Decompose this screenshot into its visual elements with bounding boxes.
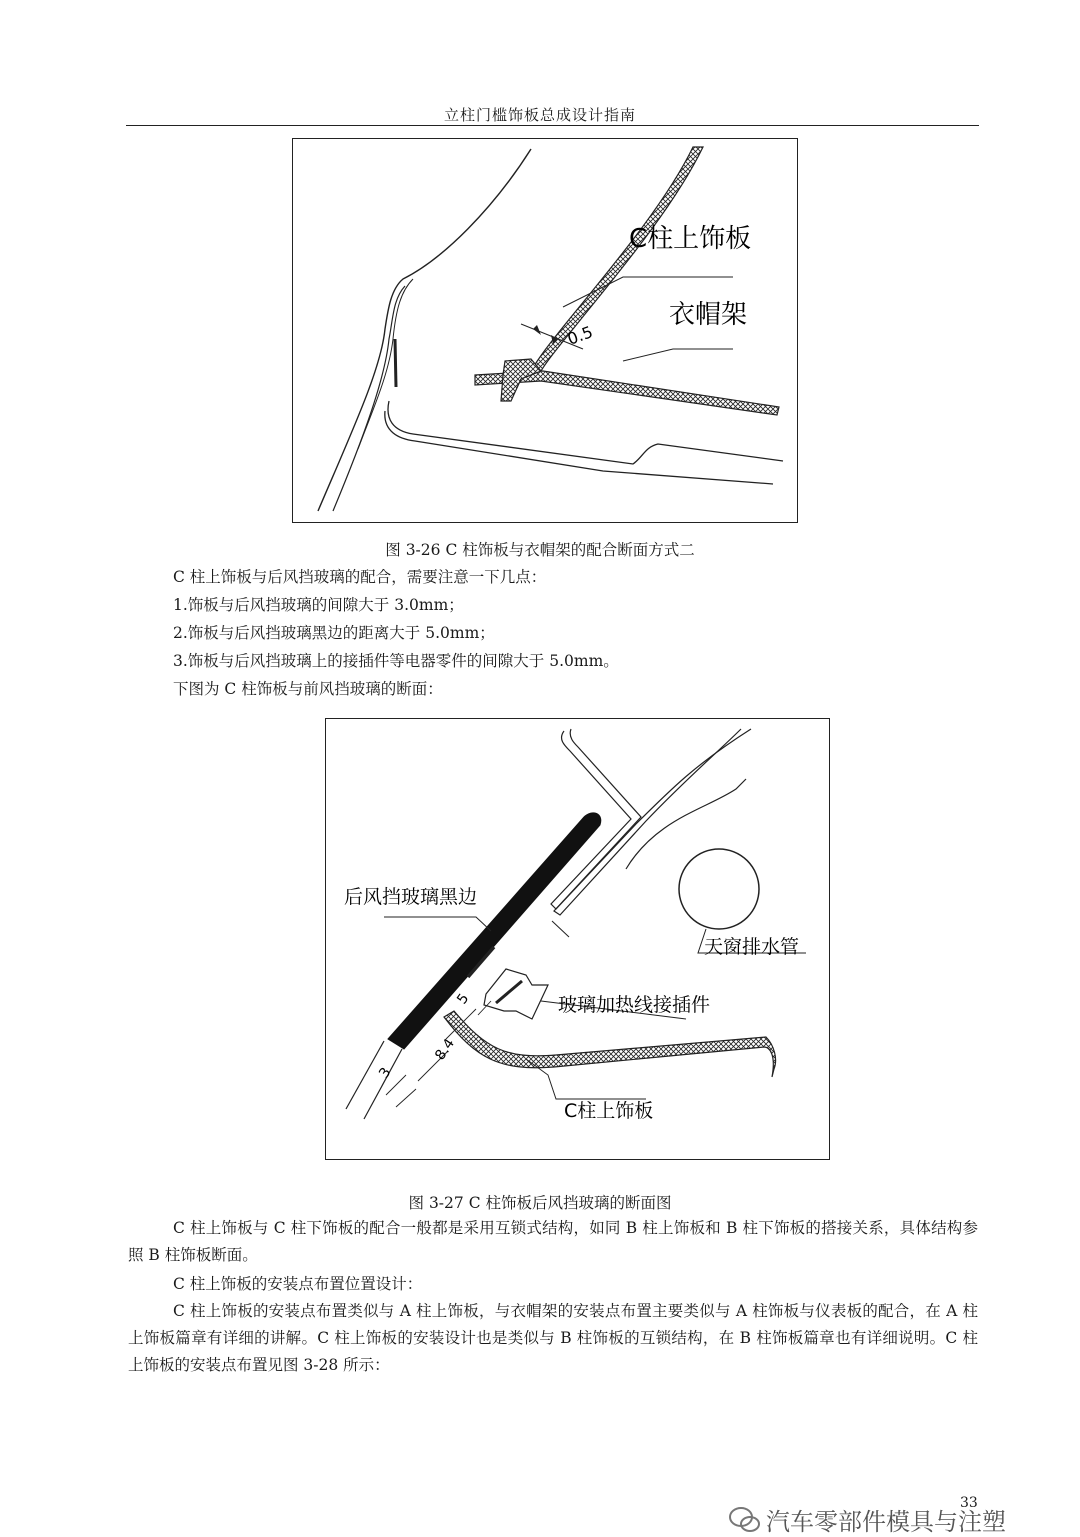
label-c-pillar-upper-trim: C柱上饰板 bbox=[629, 224, 752, 254]
body-paragraph: C 柱上饰板的安装点布置类似与 A 柱上饰板，与衣帽架的安装点布置主要类似与 A 柱饰板与仪表板的配合，在 A 柱上饰板篇章有详细的讲解。C 柱上饰板的安装设计也是类似与 B 柱饰板的互锁结构，在 B 柱饰板篇章也有详细说明。C 柱上饰板的安装点布置见图 3-28 所示： bbox=[128, 1302, 978, 1374]
list-item: 3.饰板与后风挡玻璃上的接插件等电器零件的间隙大于 5.0mm。 bbox=[173, 652, 619, 670]
page-number: 33 bbox=[960, 1495, 978, 1511]
wechat-icon bbox=[728, 1505, 762, 1535]
dimension-5: 5 bbox=[454, 990, 473, 1008]
list-item: 2.饰板与后风挡玻璃黑边的距离大于 5.0mm； bbox=[173, 624, 495, 642]
label-parcel-shelf: 衣帽架 bbox=[669, 300, 748, 330]
figure-3-27-drawing bbox=[326, 719, 829, 1159]
section-intro: C 柱上饰板与后风挡玻璃的配合，需要注意一下几点： bbox=[173, 568, 547, 586]
figure-3-27 bbox=[325, 718, 830, 1160]
label-sunroof-drain-tube: 天窗排水管 bbox=[704, 936, 800, 958]
body-paragraph: C 柱上饰板与 C 柱下饰板的配合一般都是采用互锁式结构，如同 B 柱上饰板和 B 柱下饰板的搭接关系，具体结构参照 B 柱饰板断面。 bbox=[128, 1219, 978, 1264]
page-header-title: 立柱门槛饰板总成设计指南 bbox=[443, 106, 636, 124]
list-item: 1.饰板与后风挡玻璃的间隙大于 3.0mm； bbox=[173, 596, 464, 614]
figure-3-26-drawing bbox=[293, 139, 797, 522]
label-glass-heating-connector: 玻璃加热线接插件 bbox=[558, 994, 711, 1016]
header-rule bbox=[126, 125, 979, 126]
label-c-pillar-upper-trim: C柱上饰板 bbox=[564, 1100, 654, 1122]
figure-3-27-caption: 图 3-27 C 柱饰板后风挡玻璃的断面图 bbox=[408, 1194, 672, 1212]
figure-lead-text: 下图为 C 柱饰板与前风挡玻璃的断面： bbox=[173, 680, 443, 698]
dimension-8-4: 8.4 bbox=[432, 1035, 459, 1064]
label-rear-glass-black-edge: 后风挡玻璃黑边 bbox=[344, 886, 478, 908]
watermark-text: 汽车零部件模具与注塑 bbox=[766, 1508, 1006, 1536]
figure-3-26-caption: 图 3-26 C 柱饰板与衣帽架的配合断面方式二 bbox=[385, 541, 695, 559]
body-paragraph: C 柱上饰板的安装点布置位置设计： bbox=[173, 1275, 423, 1293]
dimension-3: 3 bbox=[376, 1064, 395, 1082]
label-gap-dimension: 0.5 bbox=[564, 322, 596, 349]
figure-3-26 bbox=[292, 138, 798, 523]
